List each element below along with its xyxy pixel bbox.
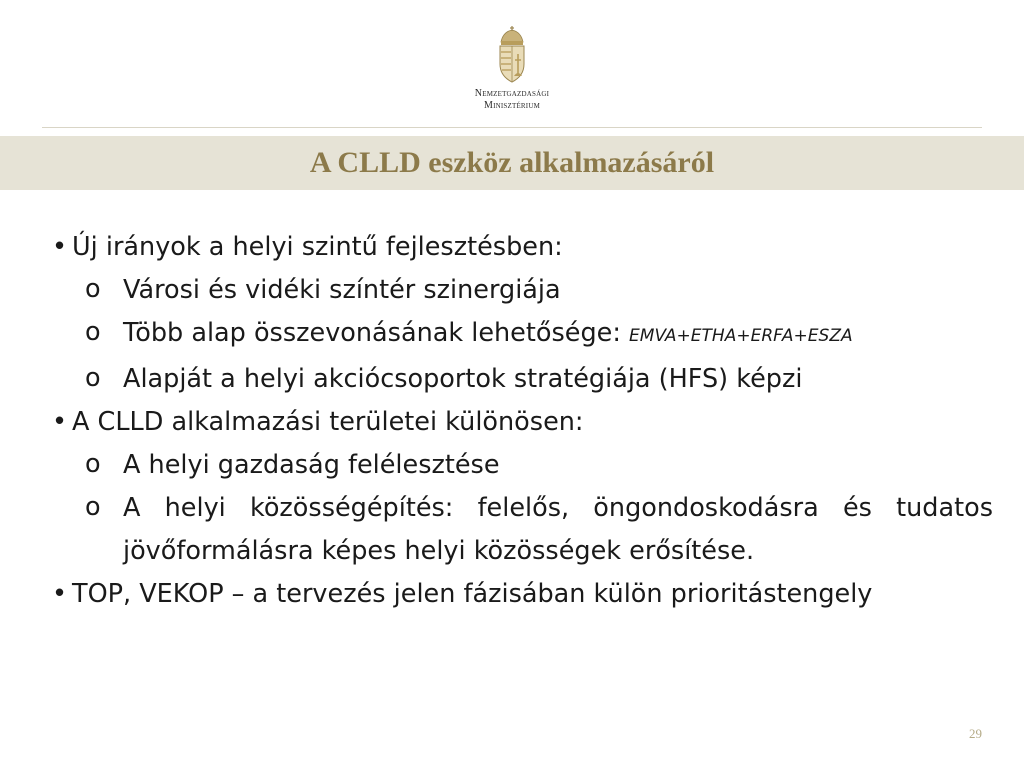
bullet-text: A CLLD alkalmazási területei különösen: — [72, 407, 584, 437]
sub-bullet-text: Alapját a helyi akciócsoportok stratégiája (HFS) képzi — [123, 364, 803, 394]
bullet-item — [50, 401, 993, 444]
sub-bullet-text: Városi és vidéki színtér szinergiája — [123, 275, 561, 305]
ministry-name-line1: Nemzetgazdasági — [474, 88, 550, 99]
bullet-item — [50, 226, 993, 269]
ministry-name — [0, 88, 1024, 112]
sub-bullet-item — [50, 444, 993, 487]
ministry-name-line2: Minisztérium — [483, 100, 540, 111]
ministry-logo — [0, 26, 1024, 112]
slide-title: A CLLD eszköz alkalmazásáról — [309, 146, 715, 179]
slide-content — [50, 226, 993, 616]
page-number: 29 — [969, 726, 982, 741]
bullet-text: TOP, VEKOP – a tervezés jelen fázisában külön prioritástengely — [72, 579, 873, 609]
bullet-item — [50, 573, 993, 616]
bullet-text: Új irányok a helyi szintű fejlesztésben: — [72, 232, 563, 262]
header-divider — [42, 127, 982, 128]
sub-bullet-item — [50, 487, 993, 573]
sub-bullet-text: A helyi közösségépítés: felelős, öngondoskodásra és tudatos jövőformálásra képes helyi közösségek erősítése. — [123, 493, 993, 566]
sub-bullet-item — [50, 269, 993, 312]
hungarian-coat-of-arms-icon — [495, 26, 529, 84]
title-band — [0, 136, 1024, 190]
funds-list: EMVA+ETHA+ERFA+ESZA — [629, 326, 853, 346]
sub-bullet-text: Több alap összevonásának lehetősége: — [123, 318, 621, 348]
sub-bullet-text: A helyi gazdaság felélesztése — [123, 450, 500, 480]
sub-bullet-item — [50, 312, 993, 358]
sub-bullet-item — [50, 358, 993, 401]
